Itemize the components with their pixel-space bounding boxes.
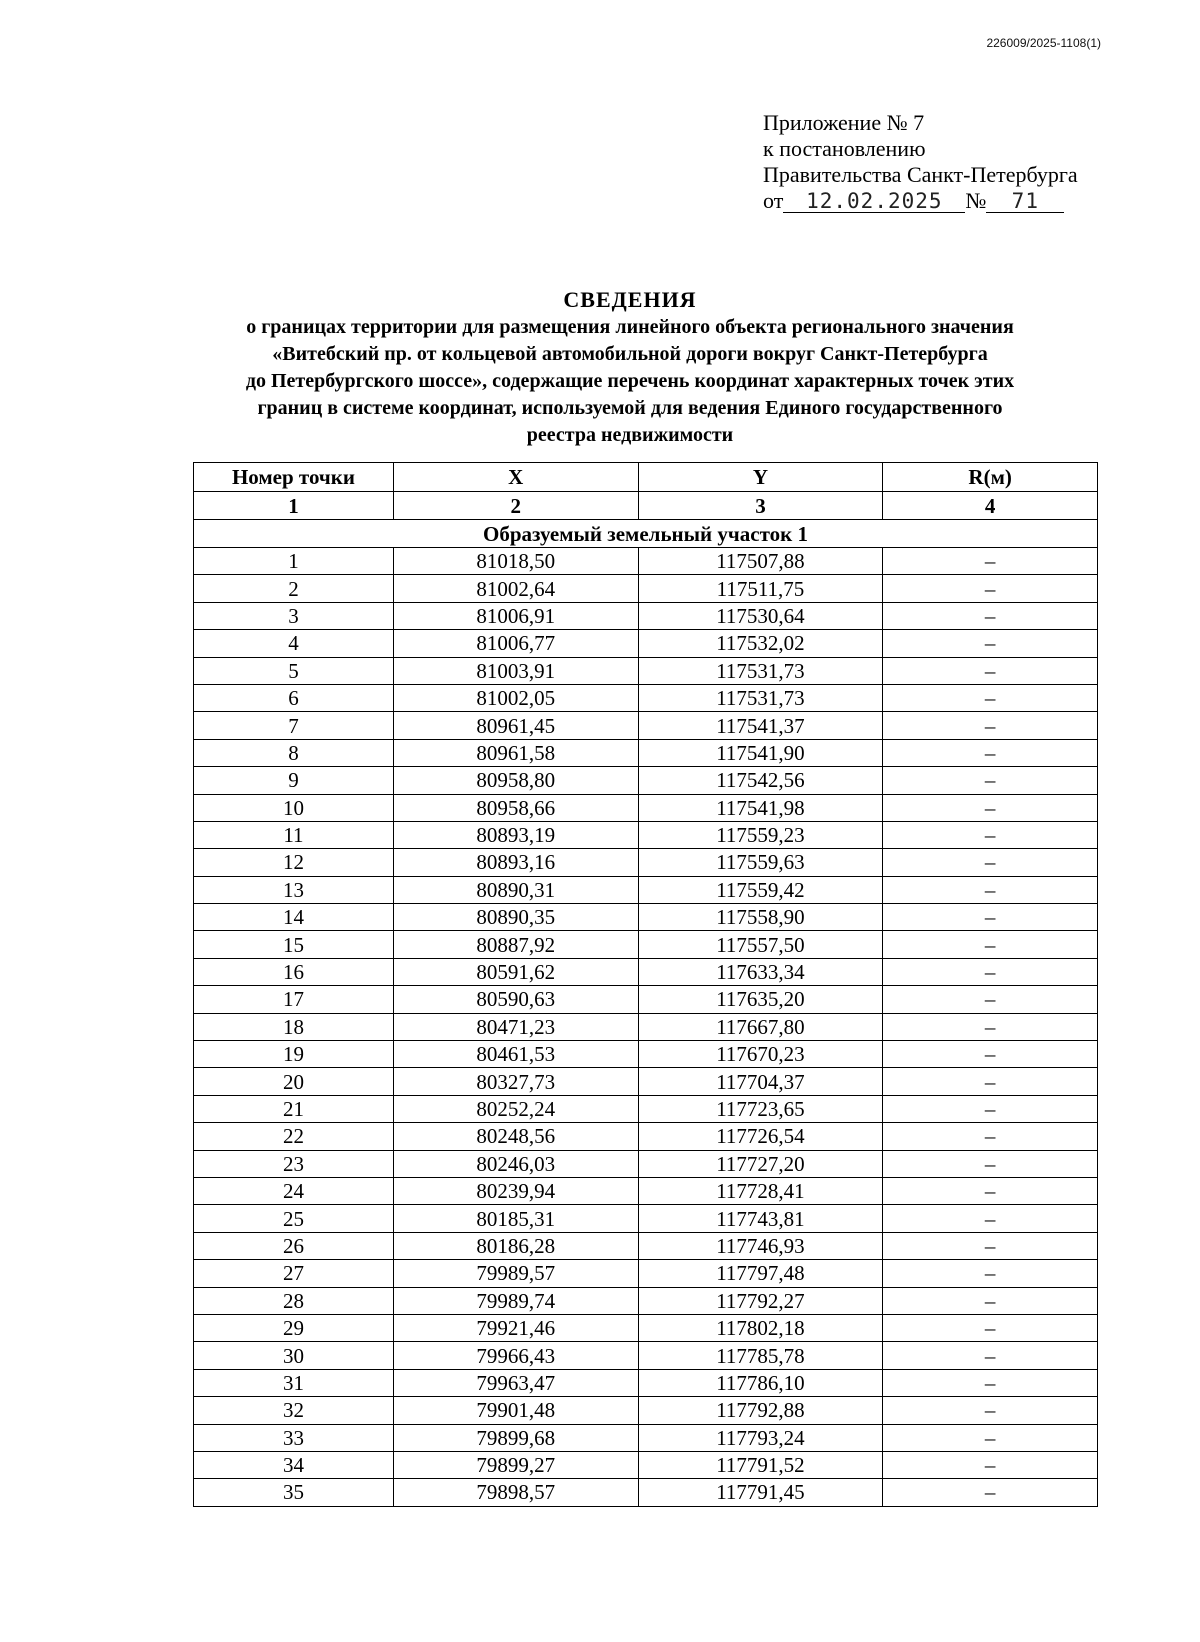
header-y: Y [638, 463, 883, 492]
cell-x: 80252,24 [393, 1095, 638, 1122]
table-row [194, 986, 1098, 1013]
table-row [194, 876, 1098, 903]
cell-point-number: 17 [194, 986, 394, 1013]
table-row [194, 1451, 1098, 1478]
cell-point-number: 6 [194, 684, 394, 711]
cell-point-number: 12 [194, 849, 394, 876]
cell-x: 79989,74 [393, 1287, 638, 1314]
table-row [194, 1150, 1098, 1177]
table-row [194, 1013, 1098, 1040]
table-row [194, 602, 1098, 629]
table-row [194, 1369, 1098, 1396]
cell-y: 117557,50 [638, 931, 883, 958]
cell-x: 80893,19 [393, 821, 638, 848]
cell-y: 117541,37 [638, 712, 883, 739]
table-row [194, 1314, 1098, 1341]
cell-point-number: 31 [194, 1369, 394, 1396]
table-row [194, 1424, 1098, 1451]
table-row [194, 904, 1098, 931]
cell-radius: – [883, 657, 1098, 684]
cell-x: 80461,53 [393, 1041, 638, 1068]
appendix-block [763, 110, 1123, 214]
cell-x: 80239,94 [393, 1177, 638, 1204]
cell-radius: – [883, 575, 1098, 602]
cell-y: 117633,34 [638, 958, 883, 985]
cell-radius: – [883, 1369, 1098, 1396]
table-row [194, 684, 1098, 711]
cell-point-number: 13 [194, 876, 394, 903]
cell-point-number: 11 [194, 821, 394, 848]
cell-radius: – [883, 1013, 1098, 1040]
cell-x: 79898,57 [393, 1479, 638, 1506]
cell-radius: – [883, 684, 1098, 711]
cell-radius: – [883, 821, 1098, 848]
table-row [194, 1123, 1098, 1150]
cell-x: 80961,58 [393, 739, 638, 766]
cell-radius: – [883, 1260, 1098, 1287]
appendix-line-3: Правительства Санкт-Петербурга [763, 162, 1078, 187]
cell-point-number: 3 [194, 602, 394, 629]
cell-point-number: 34 [194, 1451, 394, 1478]
cell-point-number: 28 [194, 1287, 394, 1314]
cell-point-number: 33 [194, 1424, 394, 1451]
cell-y: 117542,56 [638, 767, 883, 794]
cell-y: 117792,88 [638, 1397, 883, 1424]
cell-y: 117726,54 [638, 1123, 883, 1150]
heading-line-1: о границах территории для размещения линейного объекта регионального значения [246, 316, 1014, 338]
cell-x: 80185,31 [393, 1205, 638, 1232]
cell-point-number: 32 [194, 1397, 394, 1424]
table-row [194, 1232, 1098, 1259]
cell-x: 79921,46 [393, 1314, 638, 1341]
cell-y: 117797,48 [638, 1260, 883, 1287]
cell-radius: – [883, 1424, 1098, 1451]
cell-radius: – [883, 602, 1098, 629]
cell-point-number: 10 [194, 794, 394, 821]
table-row [194, 1342, 1098, 1369]
table-row [194, 794, 1098, 821]
section-row [194, 520, 1098, 548]
cell-x: 81006,77 [393, 630, 638, 657]
cell-radius: – [883, 1177, 1098, 1204]
cell-radius: – [883, 712, 1098, 739]
from-label: от [763, 188, 784, 213]
table-row [194, 931, 1098, 958]
cell-radius: – [883, 739, 1098, 766]
cell-y: 117541,98 [638, 794, 883, 821]
header-x: X [393, 463, 638, 492]
cell-radius: – [883, 1479, 1098, 1506]
cell-x: 81006,91 [393, 602, 638, 629]
cell-y: 117802,18 [638, 1314, 883, 1341]
appendix-line-2: к постановлению [763, 136, 926, 161]
column-number-4: 4 [883, 492, 1098, 520]
cell-y: 117792,27 [638, 1287, 883, 1314]
cell-radius: – [883, 548, 1098, 575]
column-numbers-row [194, 492, 1098, 520]
cell-point-number: 35 [194, 1479, 394, 1506]
table-row [194, 1287, 1098, 1314]
cell-x: 80890,35 [393, 904, 638, 931]
cell-y: 117728,41 [638, 1177, 883, 1204]
section-title: Образуемый земельный участок 1 [194, 520, 1098, 548]
cell-x: 81002,64 [393, 575, 638, 602]
cell-radius: – [883, 1041, 1098, 1068]
cell-y: 117507,88 [638, 548, 883, 575]
cell-radius: – [883, 794, 1098, 821]
cell-radius: – [883, 630, 1098, 657]
cell-point-number: 1 [194, 548, 394, 575]
document-heading [150, 286, 1110, 449]
cell-point-number: 22 [194, 1123, 394, 1150]
table-row [194, 1095, 1098, 1122]
cell-radius: – [883, 767, 1098, 794]
column-number-2: 2 [393, 492, 638, 520]
cell-x: 80590,63 [393, 986, 638, 1013]
table-row [194, 1205, 1098, 1232]
cell-y: 117791,45 [638, 1479, 883, 1506]
table-row [194, 1479, 1098, 1506]
cell-y: 117532,02 [638, 630, 883, 657]
cell-point-number: 26 [194, 1232, 394, 1259]
cell-x: 80958,66 [393, 794, 638, 821]
cell-radius: – [883, 1451, 1098, 1478]
cell-x: 79963,47 [393, 1369, 638, 1396]
cell-y: 117531,73 [638, 684, 883, 711]
cell-x: 80246,03 [393, 1150, 638, 1177]
cell-point-number: 4 [194, 630, 394, 657]
cell-point-number: 16 [194, 958, 394, 985]
appendix-line-1: Приложение № 7 [763, 110, 925, 135]
table-row [194, 1041, 1098, 1068]
cell-y: 117785,78 [638, 1342, 883, 1369]
heading-title: СВЕДЕНИЯ [563, 287, 697, 312]
cell-y: 117727,20 [638, 1150, 883, 1177]
table-row [194, 1068, 1098, 1095]
appendix-date-line [763, 188, 1123, 214]
cell-point-number: 2 [194, 575, 394, 602]
cell-point-number: 25 [194, 1205, 394, 1232]
cell-x: 80327,73 [393, 1068, 638, 1095]
cell-point-number: 21 [194, 1095, 394, 1122]
cell-x: 80961,45 [393, 712, 638, 739]
cell-x: 80471,23 [393, 1013, 638, 1040]
cell-radius: – [883, 931, 1098, 958]
cell-radius: – [883, 904, 1098, 931]
cell-y: 117635,20 [638, 986, 883, 1013]
cell-x: 81003,91 [393, 657, 638, 684]
table-row [194, 958, 1098, 985]
cell-y: 117746,93 [638, 1232, 883, 1259]
heading-line-4: границ в системе координат, используемой для ведения Единого государственного [257, 397, 1003, 419]
heading-line-3: до Петербургского шоссе», содержащие перечень координат характерных точек этих [245, 370, 1015, 392]
table-row [194, 1260, 1098, 1287]
cell-x: 79899,27 [393, 1451, 638, 1478]
cell-x: 80887,92 [393, 931, 638, 958]
cell-y: 117743,81 [638, 1205, 883, 1232]
cell-radius: – [883, 1123, 1098, 1150]
cell-point-number: 19 [194, 1041, 394, 1068]
cell-point-number: 9 [194, 767, 394, 794]
cell-y: 117558,90 [638, 904, 883, 931]
table-row [194, 739, 1098, 766]
cell-point-number: 24 [194, 1177, 394, 1204]
cell-point-number: 14 [194, 904, 394, 931]
resolution-date: 12.02.2025 [783, 190, 965, 213]
cell-radius: – [883, 849, 1098, 876]
cell-y: 117786,10 [638, 1369, 883, 1396]
cell-x: 79901,48 [393, 1397, 638, 1424]
cell-x: 79966,43 [393, 1342, 638, 1369]
header-radius: R(м) [883, 463, 1098, 492]
number-label: № [965, 188, 987, 213]
cell-y: 117793,24 [638, 1424, 883, 1451]
document-number: 226009/2025-1108(1) [986, 36, 1101, 50]
column-number-1: 1 [194, 492, 394, 520]
heading-line-5: реестра недвижимости [526, 424, 734, 446]
cell-y: 117559,63 [638, 849, 883, 876]
cell-y: 117541,90 [638, 739, 883, 766]
cell-x: 80591,62 [393, 958, 638, 985]
cell-x: 80890,31 [393, 876, 638, 903]
coordinates-table [193, 462, 1098, 1507]
cell-y: 117559,42 [638, 876, 883, 903]
cell-radius: – [883, 1314, 1098, 1341]
cell-y: 117723,65 [638, 1095, 883, 1122]
heading-line-2: «Витебский пр. от кольцевой автомобильной дороги вокруг Санкт-Петербурга [272, 343, 988, 365]
cell-y: 117530,64 [638, 602, 883, 629]
cell-point-number: 23 [194, 1150, 394, 1177]
cell-point-number: 8 [194, 739, 394, 766]
cell-radius: – [883, 1068, 1098, 1095]
cell-x: 80186,28 [393, 1232, 638, 1259]
table-row [194, 630, 1098, 657]
cell-point-number: 30 [194, 1342, 394, 1369]
cell-x: 80893,16 [393, 849, 638, 876]
table-row [194, 849, 1098, 876]
table-row [194, 548, 1098, 575]
cell-y: 117791,52 [638, 1451, 883, 1478]
cell-radius: – [883, 876, 1098, 903]
cell-point-number: 18 [194, 1013, 394, 1040]
cell-x: 79989,57 [393, 1260, 638, 1287]
table-row [194, 1177, 1098, 1204]
cell-radius: – [883, 1205, 1098, 1232]
cell-radius: – [883, 1342, 1098, 1369]
table-row [194, 1397, 1098, 1424]
cell-radius: – [883, 986, 1098, 1013]
cell-radius: – [883, 1287, 1098, 1314]
cell-y: 117559,23 [638, 821, 883, 848]
cell-y: 117531,73 [638, 657, 883, 684]
table-row [194, 657, 1098, 684]
cell-x: 80958,80 [393, 767, 638, 794]
cell-point-number: 7 [194, 712, 394, 739]
cell-radius: – [883, 1095, 1098, 1122]
cell-radius: – [883, 958, 1098, 985]
cell-point-number: 20 [194, 1068, 394, 1095]
cell-x: 80248,56 [393, 1123, 638, 1150]
cell-y: 117511,75 [638, 575, 883, 602]
table-row [194, 712, 1098, 739]
resolution-number: 71 [986, 190, 1064, 213]
header-point-number: Номер точки [194, 463, 394, 492]
column-number-3: 3 [638, 492, 883, 520]
cell-y: 117670,23 [638, 1041, 883, 1068]
cell-radius: – [883, 1397, 1098, 1424]
cell-x: 81018,50 [393, 548, 638, 575]
cell-x: 79899,68 [393, 1424, 638, 1451]
cell-radius: – [883, 1232, 1098, 1259]
cell-y: 117704,37 [638, 1068, 883, 1095]
cell-point-number: 15 [194, 931, 394, 958]
cell-point-number: 29 [194, 1314, 394, 1341]
cell-x: 81002,05 [393, 684, 638, 711]
table-header-row [194, 463, 1098, 492]
cell-y: 117667,80 [638, 1013, 883, 1040]
cell-radius: – [883, 1150, 1098, 1177]
cell-point-number: 5 [194, 657, 394, 684]
table-row [194, 821, 1098, 848]
table-row [194, 767, 1098, 794]
cell-point-number: 27 [194, 1260, 394, 1287]
table-row [194, 575, 1098, 602]
